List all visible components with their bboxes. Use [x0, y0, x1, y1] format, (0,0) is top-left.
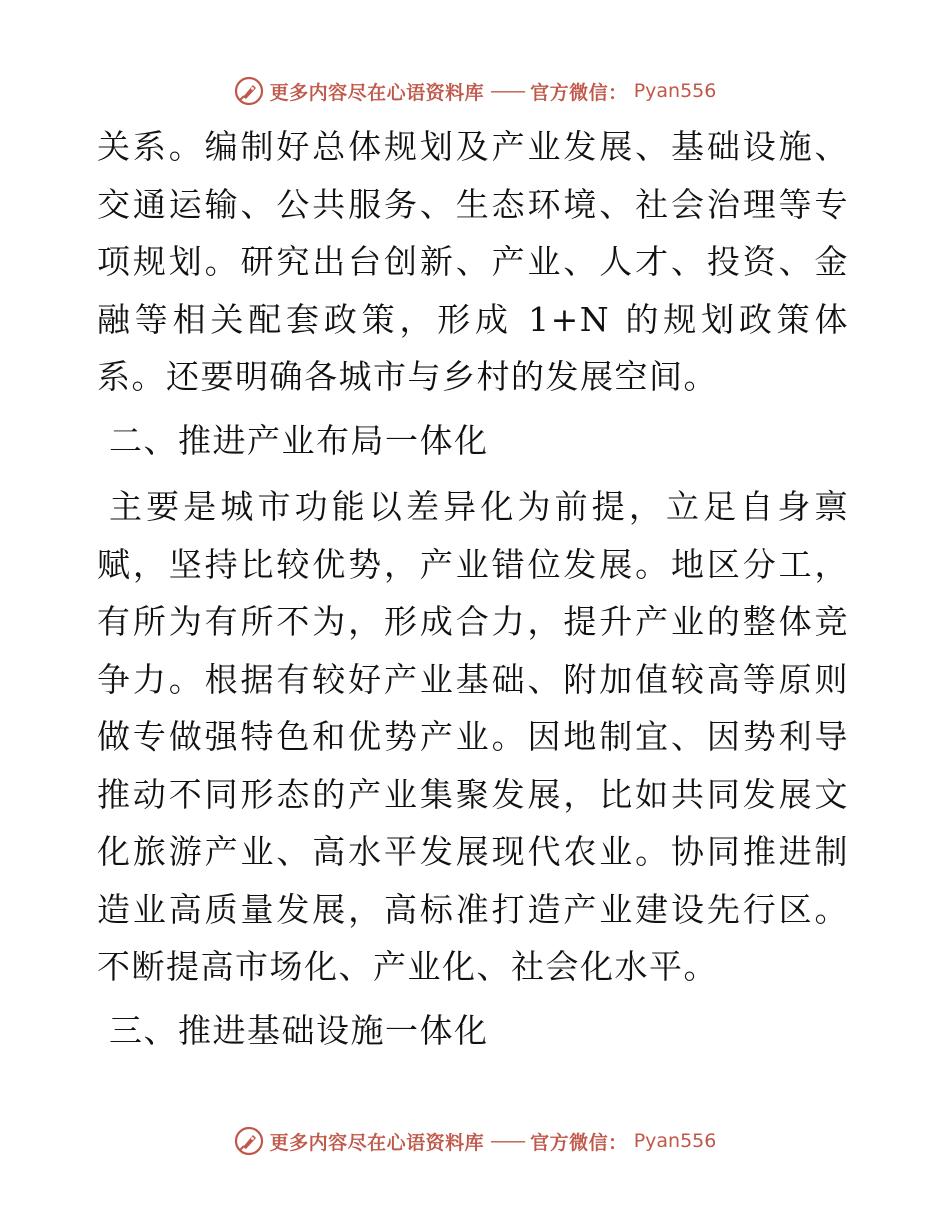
- watermark-wechat-label: 官方微信：: [530, 81, 628, 104]
- body-paragraph-2: 主要是城市功能以差异化为前提，立足自身禀赋，坚持比较优势，产业错位发展。地区分工，有所为有所不为，形成合力，提升产业的整体竞争力。根据有较好产业基础、附加值较高等原则做专做强特色和优势产业。因地制宜、因势利导推动不同形态的产业集聚发展，比如共同发展文化旅游产业、高水平发展现代农业。协同推进制造业高质量发展，高标准打造产业建设先行区。不断提高市场化、产业化、社会化水平。: [97, 487, 849, 986]
- footer-watermark: [0, 1121, 950, 1161]
- watermark-separator: ——: [490, 1130, 525, 1152]
- section-heading-3: 三、推进基础设施一体化: [109, 1010, 489, 1050]
- pen-nib-logo-icon: [234, 76, 264, 106]
- watermark-wechat-label: 官方微信：: [530, 1131, 628, 1154]
- section-heading-2: 二、推进产业布局一体化: [109, 420, 489, 460]
- watermark-wechat-id: Pyan556: [633, 80, 717, 102]
- watermark-brand-text: 更多内容尽在心语资料库: [269, 81, 485, 104]
- watermark-wechat-id: Pyan556: [633, 1130, 717, 1152]
- document-body: [97, 118, 849, 1068]
- watermark-separator: ——: [490, 80, 525, 102]
- header-watermark: [0, 71, 950, 111]
- body-paragraph-1: 关系。编制好总体规划及产业发展、基础设施、交通运输、公共服务、生态环境、社会治理等专项规划。研究出台创新、产业、人才、投资、金融等相关配套政策，形成 1+N 的规划政策体系。还要明确各城市与乡村的发展空间。: [97, 127, 849, 396]
- watermark-brand-text: 更多内容尽在心语资料库: [269, 1131, 485, 1154]
- pen-nib-logo-icon: [234, 1126, 264, 1156]
